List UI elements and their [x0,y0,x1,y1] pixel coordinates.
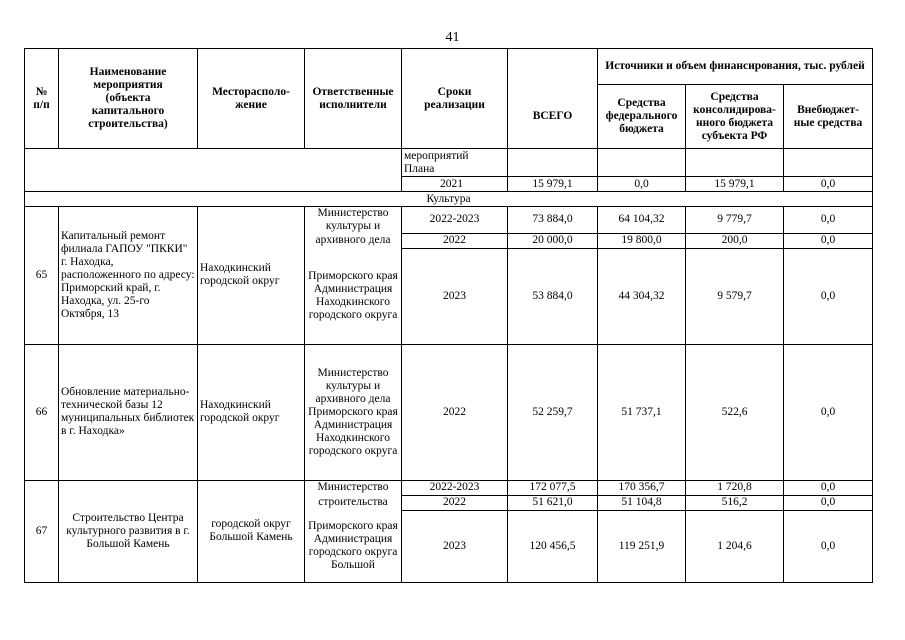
row67-exec-c: Приморского края Администрация городского округа Большой [305,510,402,582]
row65-r2-federal: 19 800,0 [598,233,686,248]
row65-r3-year: 2023 [402,248,508,344]
row65-r3-federal: 44 304,32 [598,248,686,344]
header-terms: Сроки реализации [402,49,508,149]
carry-label: мероприятий Плана [402,149,508,177]
row65-r1-federal: 64 104,32 [598,207,686,234]
row65-exec-b: архивного дела [305,233,402,248]
row67-r2-regional: 516,2 [686,495,784,510]
carry-regional: 15 979,1 [686,177,784,192]
row67-r1-total: 172 077,5 [508,480,598,495]
row67-r3-year: 2023 [402,510,508,582]
header-row-1 [25,49,873,85]
table-row [25,480,873,495]
row65-r2-extra: 0,0 [784,233,873,248]
row67-exec-a: Министерство [305,480,402,495]
row65-num: 65 [25,207,59,345]
carry-federal: 0,0 [598,177,686,192]
row65-location: Находкинский городской округ [198,207,305,345]
row65-r3-total: 53 884,0 [508,248,598,344]
row65-exec-c: Приморского края Администрация Находкинского городского округа [305,248,402,344]
row66-regional: 522,6 [686,344,784,480]
row67-r3-regional: 1 204,6 [686,510,784,582]
header-empty-total [508,49,598,85]
row67-r2-total: 51 621,0 [508,495,598,510]
row67-r1-federal: 170 356,7 [598,480,686,495]
row67-r3-federal: 119 251,9 [598,510,686,582]
header-federal: Средства федерального бюджета [598,85,686,149]
table-row [25,207,873,234]
row67-r1-regional: 1 720,8 [686,480,784,495]
row65-r3-extra: 0,0 [784,248,873,344]
page-number: 41 [445,30,460,45]
carry-year: 2021 [402,177,508,192]
header-name: Наименование мероприятия (объекта капитального строительства) [59,49,198,149]
table-row [25,344,873,480]
row66-year: 2022 [402,344,508,480]
header-funding-group: Источники и объем финансирования, тыс. рублей [598,49,873,85]
row67-r1-extra: 0,0 [784,480,873,495]
row65-r1-year: 2022-2023 [402,207,508,234]
carry-blank [25,149,402,192]
row67-r2-year: 2022 [402,495,508,510]
financing-table [24,48,873,583]
row67-name: Строительство Центра культурного развития в г. Большой Камень [59,480,198,582]
carry-extra: 0,0 [784,177,873,192]
header-location: Месторасполо- жение [198,49,305,149]
row65-r2-total: 20 000,0 [508,233,598,248]
row65-r2-year: 2022 [402,233,508,248]
row65-r2-regional: 200,0 [686,233,784,248]
row65-r1-total: 73 884,0 [508,207,598,234]
row66-num: 66 [25,344,59,480]
row66-federal: 51 737,1 [598,344,686,480]
row67-exec-b: строительства [305,495,402,510]
row66-extra: 0,0 [784,344,873,480]
row65-r1-extra: 0,0 [784,207,873,234]
header-executors: Ответственные исполнители [305,49,402,149]
row65-r3-regional: 9 579,7 [686,248,784,344]
row66-name: Обновление материально-технической базы 12 муниципальных библиотек в г. Находка» [59,344,198,480]
row67-r2-federal: 51 104,8 [598,495,686,510]
header-extra: Внебюджет- ные средства [784,85,873,149]
carry-row-label [25,149,873,177]
row67-num: 67 [25,480,59,582]
row67-r2-extra: 0,0 [784,495,873,510]
row66-location: Находкинский городской округ [198,344,305,480]
row66-total: 52 259,7 [508,344,598,480]
section-row [25,192,873,207]
header-num: № п/п [25,49,59,149]
row67-r1-year: 2022-2023 [402,480,508,495]
row67-r3-total: 120 456,5 [508,510,598,582]
row66-executors: Министерство культуры и архивного дела Приморского края Администрация Находкинского городского округа [305,344,402,480]
carry-total: 15 979,1 [508,177,598,192]
row65-name: Капитальный ремонт филиала ГАПОУ "ПККИ" г. Находка, расположенного по адресу: Приморский край, г. Находка, ул. 25-го Октября, 13 [59,207,198,345]
row67-location: городской округ Большой Камень [198,480,305,582]
row65-exec-a: Министерство культуры и [305,207,402,234]
row67-r3-extra: 0,0 [784,510,873,582]
header-regional: Средства консолидирова- нного бюджета субъекта РФ [686,85,784,149]
section-title: Культура [25,192,873,207]
row65-r1-regional: 9 779,7 [686,207,784,234]
header-total: ВСЕГО [508,85,598,149]
